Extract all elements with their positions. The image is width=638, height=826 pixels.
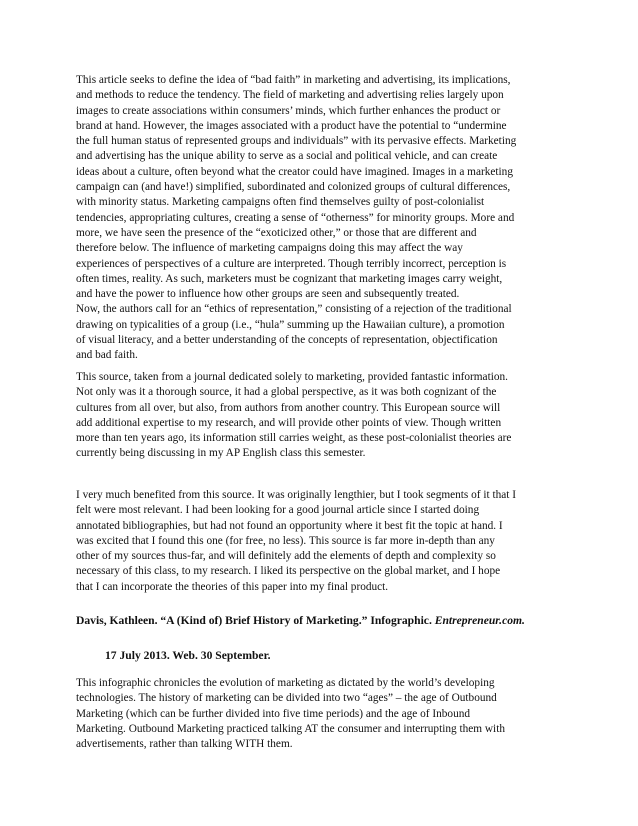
text-line: images to create associations within consumers’ minds, which further enhances the product or: [76, 104, 501, 117]
paragraph-article-summary: [76, 73, 576, 364]
text-line: annotated bibliographies, but had not found an opportunity where it best fit the topic at hand. I: [76, 519, 503, 532]
text-line: This article seeks to define the idea of “bad faith” in marketing and advertising, its implications,: [76, 74, 511, 86]
text-line: with minority status. Marketing campaigns often find themselves guilty of post-colonialist: [76, 196, 485, 209]
text-line: therefore below. The influence of marketing campaigns doing this may affect the way: [76, 242, 463, 255]
citation-source: Entrepreneur.com.: [434, 614, 525, 627]
text-line: experiences of perspectives of a culture are interpreted. Though terribly incorrect, perception is: [76, 257, 507, 270]
text-line: often times, reality. As such, marketers must be cognizant that marketing images carry weight,: [76, 272, 503, 285]
text-line: was excited that I found this one (for free, no less). This source is far more in-depth than any: [76, 534, 495, 547]
text-line: more than ten years ago, its information still carries weight, as these post-colonialist theories are: [76, 432, 512, 445]
text-line: I very much benefited from this source. It was originally lengthier, but I took segments of it that I: [76, 489, 517, 501]
text-line: drawing on typicalities of a group (i.e., “hula” summing up the Hawaiian culture), a promotion: [76, 318, 505, 331]
citation-date: 17 July 2013. Web. 30 September.: [105, 649, 271, 662]
text-line: and advertising has the unique ability to serve as a social and political vehicle, and can create: [76, 150, 498, 163]
text-line: other of my sources thus-far, and will definitely add the elements of depth and complexity so: [76, 550, 496, 563]
text-line: felt were most relevant. I had been looking for a good journal article since I started doing: [76, 504, 480, 517]
citation-entry: [76, 614, 596, 627]
citation-main: Davis, Kathleen. “A (Kind of) Brief History of Marketing.” Infographic.: [76, 614, 435, 627]
text-line: campaign can (and have!) simplified, subordinated and colonized groups of cultural differences,: [76, 181, 511, 194]
text-line: This source, taken from a journal dedicated solely to marketing, provided fantastic information.: [76, 371, 508, 383]
text-line: Now, the authors call for an “ethics of representation,” consisting of a rejection of the traditional: [76, 303, 512, 316]
text-line: that I can incorporate the theories of this paper into my final product.: [76, 580, 389, 593]
paragraph-infographic-summary: [76, 676, 576, 752]
text-line: more, we have seen the presence of the “exoticized other,” or those that are different and: [76, 226, 477, 239]
text-line: cultures from all over, but also, from authors from another country. This European source will: [76, 401, 501, 414]
text-line: and methods to reduce the tendency. The field of marketing and advertising relies largely upon: [76, 89, 504, 102]
text-line: Marketing (which can be further divided into five time periods) and the age of Inbound: [76, 707, 471, 720]
paragraph-source-evaluation: [76, 370, 576, 462]
text-line: Marketing. Outbound Marketing practiced talking AT the consumer and interrupting them with: [76, 722, 505, 735]
text-line: add additional expertise to my research, and will provide other points of view. Though written: [76, 416, 502, 429]
text-line: and have the power to influence how other groups are seen and subsequently treated.: [76, 288, 460, 301]
text-line: This infographic chronicles the evolution of marketing as dictated by the world’s developing: [76, 677, 495, 689]
text-line: of visual literacy, and a better understanding of the concepts of representation, objectification: [76, 334, 498, 347]
text-line: the full human status of represented groups and individuals” with its pervasive effects. Marketing: [76, 135, 517, 148]
paragraph-reflection: [76, 488, 576, 595]
text-line: and bad faith.: [76, 349, 138, 362]
text-line: necessary of this class, to my research. I liked its perspective on the global market, and I hope: [76, 565, 501, 578]
text-line: currently being discussing in my AP English class this semester.: [76, 447, 366, 460]
text-line: tendencies, appropriating cultures, creating a sense of “otherness” for minority groups. More and: [76, 211, 515, 224]
text-line: brand at hand. However, the images associated with a product have the potential to “undermine: [76, 119, 507, 132]
text-line: advertisements, rather than talking WITH them.: [76, 738, 293, 751]
text-line: Not only was it a thorough source, it had a global perspective, as it was both cognizant of the: [76, 386, 497, 399]
text-line: technologies. The history of marketing can be divided into two “ages” – the age of Outbound: [76, 692, 497, 705]
text-line: ideas about a culture, often beyond what the creator could have imagined. Images in a marketing: [76, 165, 513, 178]
